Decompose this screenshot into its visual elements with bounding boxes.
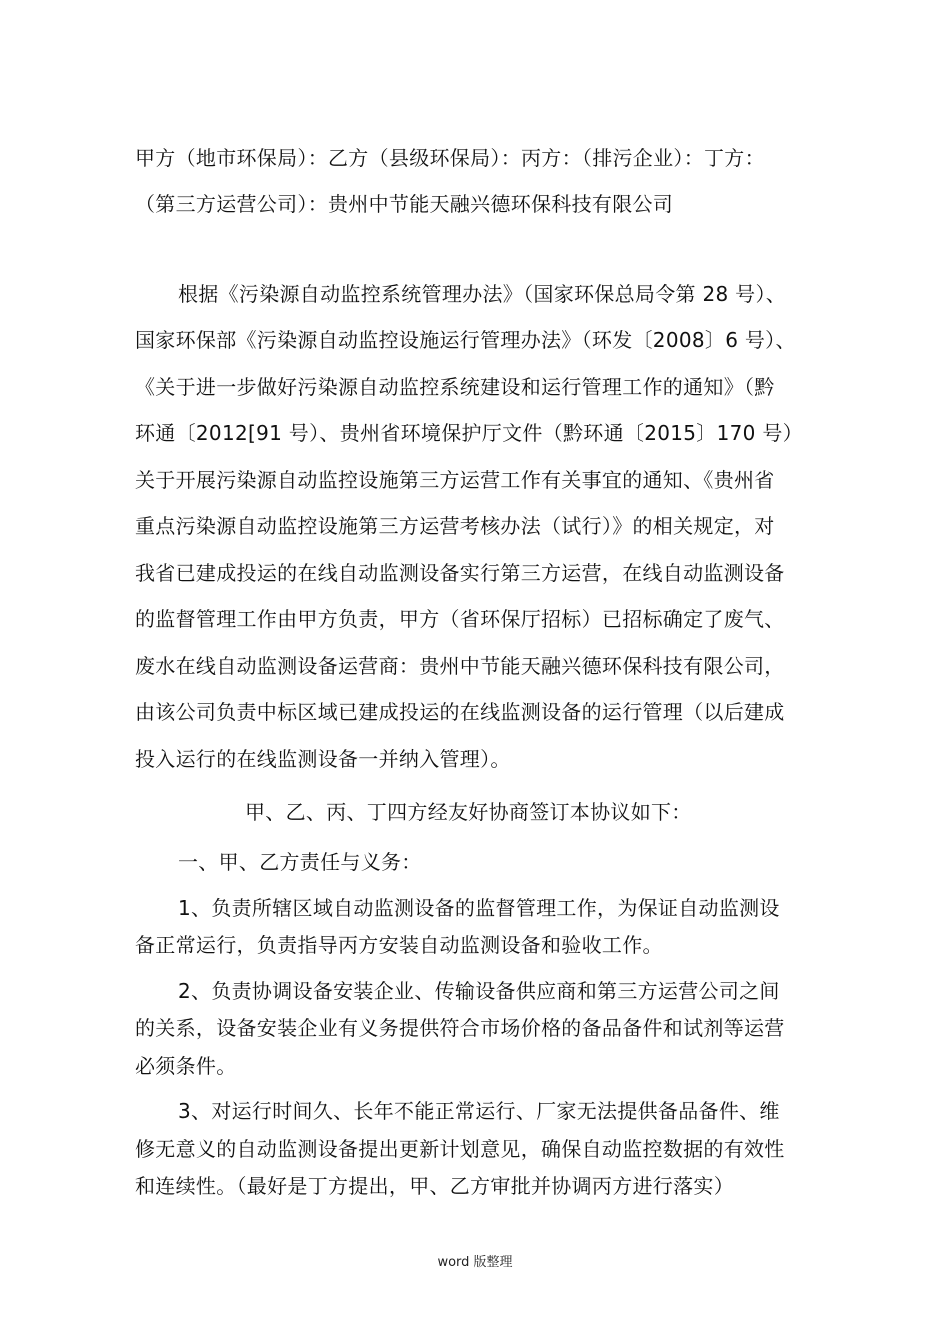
intro-line-6: 重点污染源自动监控设施第三方运营考核办法（试行）》的相关规定，对 — [135, 514, 775, 538]
item-2-line-1: 2、负责协调设备安装企业、传输设备供应商和第三方运营公司之间 — [178, 979, 780, 1003]
item-1-line-1: 1、负责所辖区域自动监测设备的监督管理工作，为保证自动监测设 — [178, 896, 780, 920]
intro-line-5: 关于开展污染源自动监控设施第三方运营工作有关事宜的通知、《贵州省 — [135, 468, 775, 492]
page-footer: word 版整理 — [437, 1255, 513, 1270]
intro-line-11: 投入运行的在线监测设备一并纳入管理）。 — [135, 747, 511, 771]
parties-line-1: 甲方（地市环保局）：乙方（县级环保局）：丙方：（排污企业）：丁方： — [135, 146, 765, 170]
item-2-line-3: 必须条件。 — [135, 1054, 237, 1078]
item-3-line-2: 修无意义的自动监测设备提出更新计划意见，确保自动监控数据的有效性 — [135, 1137, 785, 1161]
item-1-line-2: 备正常运行，负责指导丙方安装自动监测设备和验收工作。 — [135, 933, 663, 957]
intro-line-8: 的监督管理工作由甲方负责，甲方（省环保厅招标）已招标确定了废气、 — [135, 607, 785, 631]
item-3-line-3: 和连续性。（最好是丁方提出，甲、乙方审批并协调丙方进行落实） — [135, 1174, 734, 1198]
intro-line-10: 由该公司负责中标区域已建成投运的在线监测设备的运行管理（以后建成 — [135, 700, 785, 724]
intro-line-3: 《关于进一步做好污染源自动监控系统建设和运行管理工作的通知》（黔 — [135, 375, 775, 399]
intro-line-2: 国家环保部《污染源自动监控设施运行管理办法》（环发〔2008〕6 号）、 — [135, 328, 796, 352]
parties-line-2: （第三方运营公司）：贵州中节能天融兴德环保科技有限公司 — [135, 192, 674, 216]
intro-line-4: 环通〔2012[91 号）、贵州省环境保护厅文件（黔环通〔2015〕170 号） — [135, 421, 803, 445]
intro-line-9: 废水在线自动监测设备运营商：贵州中节能天融兴德环保科技有限公司， — [135, 654, 785, 678]
item-3-line-1: 3、对运行时间久、长年不能正常运行、厂家无法提供备品备件、维 — [178, 1099, 780, 1123]
agreement-statement: 甲、乙、丙、丁四方经友好协商签订本协议如下： — [245, 800, 692, 824]
intro-line-7: 我省已建成投运的在线自动监测设备实行第三方运营，在线自动监测设备 — [135, 561, 785, 585]
section-1-heading: 一、甲、乙方责任与义务： — [178, 850, 422, 874]
item-2-line-2: 的关系，设备安装企业有义务提供符合市场价格的备品备件和试剂等运营 — [135, 1016, 785, 1040]
intro-line-1: 根据《污染源自动监控系统管理办法》（国家环保总局令第 28 号）、 — [178, 282, 787, 306]
